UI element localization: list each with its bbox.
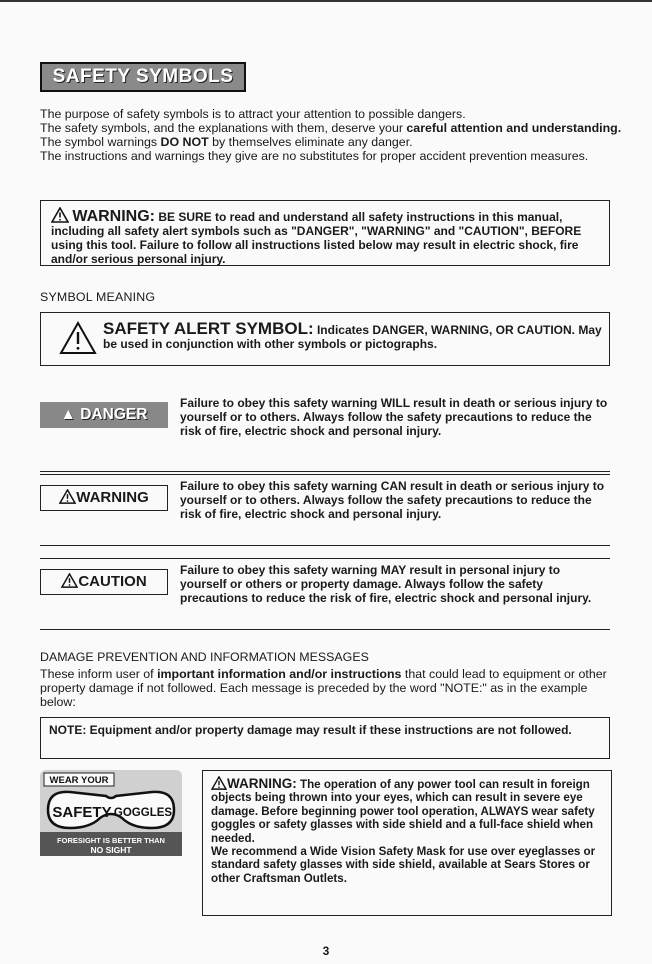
warning-text: BE SURE to read and understand all safety instructions in this manual, including all safety alert symbols such as "DANGER", "WARNING" and "CAUTION", BEFORE using this tool. Failure to follow all instructions listed below may result in electric shock, fire and/or serious personal injury. bbox=[51, 210, 582, 266]
intro-paragraph-1: The purpose of safety symbols is to attract your attention to possible dangers. bbox=[40, 107, 466, 121]
intro-text-run: The safety symbols, and the explanations with them, deserve your bbox=[40, 121, 407, 135]
eye-protection-warning-box bbox=[202, 770, 612, 916]
warning-signal-label bbox=[40, 485, 168, 511]
intro-text-run: by themselves eliminate any danger. bbox=[208, 135, 413, 149]
danger-text: Failure to obey this safety warning WILL result in death or serious injury to yourself or to others. Always follow the safety precautions to reduce the risk of fire, electric shock and personal injury. bbox=[180, 396, 608, 438]
eye-warning-label: WARNING: bbox=[227, 776, 297, 791]
warning-signal-text: Failure to obey this safety warning CAN result in death or serious injury to yourself or to others. Always follow the safety precautions to reduce the risk of fire, electric shock and personal injury. bbox=[180, 479, 605, 521]
safety-alert-description: Indicates DANGER, WARNING, OR CAUTION. May be used in conjunction with other symbols or pictographs. bbox=[103, 323, 602, 351]
danger-label: ▲ DANGER bbox=[40, 402, 168, 428]
goggles-right-text: GOGGLES bbox=[113, 807, 173, 819]
intro-text bbox=[40, 107, 630, 163]
intro-paragraph-3: The instructions and warnings they give are no substitutes for proper accident prevention measures. bbox=[40, 149, 589, 163]
intro-paragraph-2 bbox=[40, 121, 630, 149]
goggles-left-text: SAFETY bbox=[52, 804, 112, 821]
warning-triangle-icon bbox=[61, 573, 78, 588]
safety-alert-text bbox=[103, 319, 603, 351]
damage-text-run: These inform user of bbox=[40, 667, 158, 681]
danger-row bbox=[40, 392, 610, 472]
symbol-meaning-heading: SYMBOL MEANING bbox=[40, 290, 156, 304]
safety-goggles-graphic bbox=[40, 770, 182, 856]
danger-label-text: DANGER bbox=[80, 406, 148, 423]
eye-warning-text-2: We recommend a Wide Vision Safety Mask for use over eyeglasses or standard safety glasses with side shield, available at Sears Stores or other Craftsman Outlets. bbox=[211, 845, 596, 885]
caution-label-text: CAUTION bbox=[78, 573, 147, 590]
caution-text: Failure to obey this safety warning MAY result in personal injury to yourself or others or property damage. Always follow the safety precautions to reduce the risk of fire, electric shock and personal injury. bbox=[180, 563, 592, 605]
caution-label bbox=[40, 569, 168, 595]
damage-prevention-heading: DAMAGE PREVENTION AND INFORMATION MESSAGES bbox=[40, 650, 369, 664]
eye-warning-text-1: The operation of any power tool can result in foreign objects being thrown into your eyes, which can result in severe eye damage. Before beginning power tool operation, ALWAYS wear safety goggles or safety glasses with side shield and a full-face shield when needed. bbox=[211, 778, 595, 845]
warning-triangle-icon bbox=[59, 489, 76, 504]
damage-prevention-text bbox=[40, 667, 620, 709]
page-title: SAFETY SYMBOLS bbox=[40, 62, 246, 92]
caution-row bbox=[40, 558, 610, 630]
note-box: NOTE: Equipment and/or property damage may result if these instructions are not followed. bbox=[40, 717, 610, 759]
warning-label-text: WARNING bbox=[76, 489, 149, 506]
warning-row bbox=[40, 474, 610, 546]
safety-alert-label: SAFETY ALERT SYMBOL: bbox=[103, 319, 314, 338]
goggles-slogan-line-1: FORESIGHT IS BETTER THAN bbox=[57, 836, 165, 845]
warning-triangle-icon bbox=[51, 207, 69, 223]
safety-alert-triangle-icon bbox=[59, 321, 97, 355]
safety-alert-box bbox=[40, 312, 610, 366]
goggles-slogan-line-2: NO SIGHT bbox=[90, 845, 132, 855]
general-warning-box bbox=[40, 200, 610, 266]
goggles-top-text: WEAR YOUR bbox=[49, 775, 109, 786]
damage-text-run: that could lead to equipment or other property damage if not followed. Each message is preceded by the word "NOTE:" as in the example below: bbox=[40, 667, 607, 709]
page-number: 3 bbox=[322, 944, 330, 958]
warning-triangle-icon bbox=[211, 776, 227, 790]
top-rule bbox=[0, 0, 652, 2]
warning-label: WARNING: bbox=[72, 208, 155, 225]
intro-emphasis: DO NOT bbox=[160, 135, 209, 149]
intro-text-run: The symbol warnings bbox=[40, 135, 161, 149]
damage-emphasis: important information and/or instructions bbox=[157, 667, 402, 681]
intro-emphasis: careful attention and understanding. bbox=[406, 121, 622, 135]
